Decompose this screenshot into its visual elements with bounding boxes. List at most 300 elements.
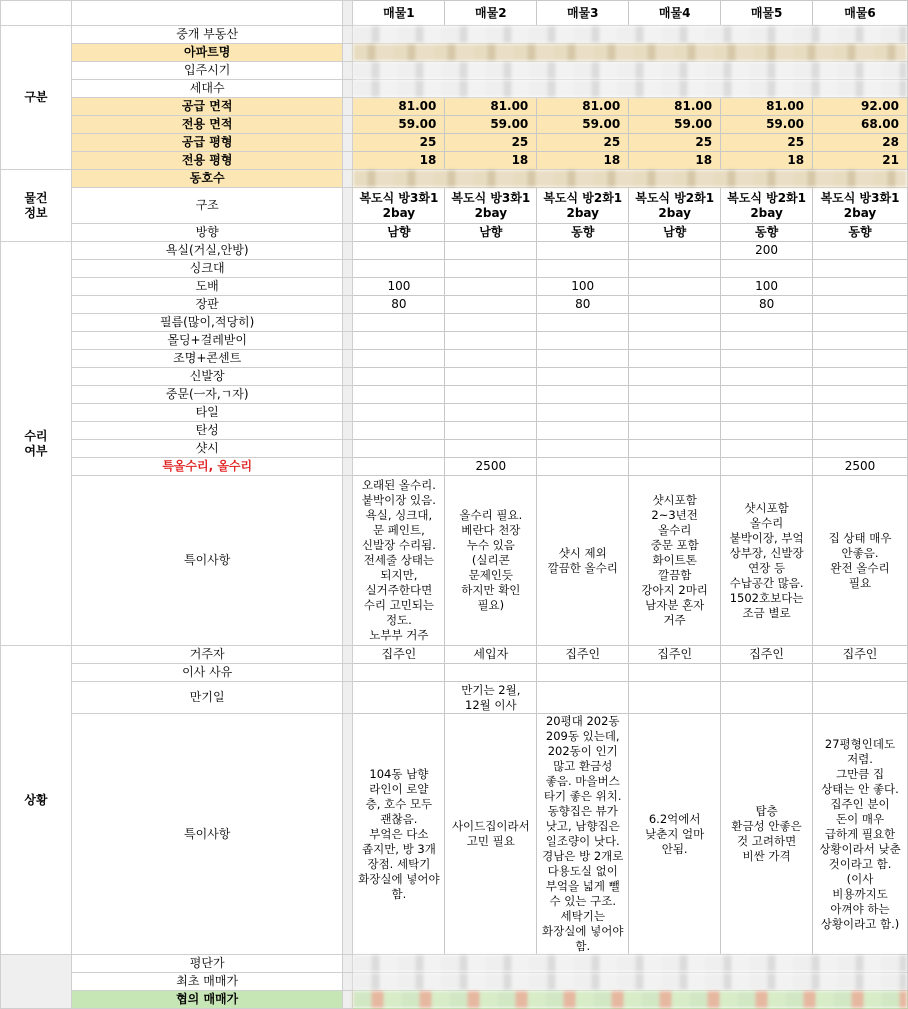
row-price_per_pyeong bbox=[1, 955, 908, 973]
gutter-cell[interactable] bbox=[343, 26, 353, 44]
label-structure[interactable] bbox=[71, 188, 343, 224]
row-label: 전용 평형 bbox=[181, 153, 233, 167]
gutter-cell[interactable] bbox=[343, 646, 353, 664]
value-lighting-6[interactable] bbox=[813, 350, 908, 368]
value-structure-3[interactable] bbox=[537, 188, 629, 224]
gutter-cell[interactable] bbox=[343, 242, 353, 260]
row-label: 이사 사유 bbox=[182, 665, 233, 679]
cell-text: 80 bbox=[575, 297, 591, 311]
row-shoe bbox=[1, 368, 908, 386]
value-film-2[interactable] bbox=[445, 314, 537, 332]
cell-text: 27평형인데도 저렴. 그만큼 집 상태는 안 좋다. 집주인 분이 돈이 매우 급하게 필요한 상황이라서 낮춘 것이라고 함. (이사 비용까지도 아껴야 하는 상황이라고 함.) bbox=[819, 736, 901, 931]
value-expiry-1[interactable] bbox=[353, 682, 445, 714]
value-exclusive_pyeong-1[interactable] bbox=[353, 152, 445, 170]
group-gubun[interactable] bbox=[1, 26, 72, 170]
cell-text: 25 bbox=[695, 135, 713, 149]
column-header-6[interactable]: 매물6 bbox=[813, 1, 908, 26]
column-header-3[interactable]: 매물3 bbox=[537, 1, 629, 26]
value-tanseong-2[interactable] bbox=[445, 422, 537, 440]
value-apt_name-redacted[interactable] bbox=[353, 44, 908, 62]
label-door[interactable] bbox=[71, 386, 343, 404]
value-expiry-3[interactable] bbox=[537, 682, 629, 714]
group-label: 구분 bbox=[24, 90, 48, 104]
value-lighting-2[interactable] bbox=[445, 350, 537, 368]
gutter-cell[interactable] bbox=[343, 332, 353, 350]
row-label: 거주자 bbox=[189, 647, 225, 661]
value-special2-3[interactable] bbox=[537, 714, 629, 955]
value-special2-4[interactable] bbox=[629, 714, 721, 955]
group-label: 수리 여부 bbox=[24, 428, 48, 458]
value-door-2[interactable] bbox=[445, 386, 537, 404]
row-first_price bbox=[1, 973, 908, 991]
value-full_reno-1[interactable] bbox=[353, 458, 445, 476]
row-special2 bbox=[1, 714, 908, 955]
value-resident-1[interactable] bbox=[353, 646, 445, 664]
label-agency[interactable] bbox=[71, 26, 343, 44]
gutter-cell[interactable] bbox=[343, 278, 353, 296]
value-supply_area-5[interactable] bbox=[721, 98, 813, 116]
value-reason-1[interactable] bbox=[353, 664, 445, 682]
value-price_per_pyeong-redacted[interactable] bbox=[353, 955, 908, 973]
cell-text: 104동 남향 라인이 로얄 층, 호수 모두 괜찮음. 부엌은 다소 좁지만, 방 3개 장점. 세탁기 화장실에 넣어야 함. bbox=[358, 766, 440, 901]
cell-text: 18 bbox=[419, 153, 437, 167]
value-sink-5[interactable] bbox=[721, 260, 813, 278]
value-supply_area-3[interactable] bbox=[537, 98, 629, 116]
row-exclusive_pyeong bbox=[1, 152, 908, 170]
value-supply_area-6[interactable] bbox=[813, 98, 908, 116]
label-sash[interactable] bbox=[71, 440, 343, 458]
label-supply_pyeong[interactable] bbox=[71, 134, 343, 152]
value-door-1[interactable] bbox=[353, 386, 445, 404]
value-lighting-3[interactable] bbox=[537, 350, 629, 368]
label-special2[interactable] bbox=[71, 714, 343, 955]
cell-text: 80 bbox=[391, 297, 407, 311]
row-move_in bbox=[1, 62, 908, 80]
gutter-cell[interactable] bbox=[343, 62, 353, 80]
row-expiry bbox=[1, 682, 908, 714]
value-sash-1[interactable] bbox=[353, 440, 445, 458]
value-door-4[interactable] bbox=[629, 386, 721, 404]
gutter-cell[interactable] bbox=[343, 440, 353, 458]
value-tanseong-3[interactable] bbox=[537, 422, 629, 440]
gutter-cell[interactable] bbox=[343, 260, 353, 278]
gutter-cell[interactable] bbox=[343, 296, 353, 314]
label-unit_no[interactable] bbox=[71, 170, 343, 188]
value-resident-4[interactable] bbox=[629, 646, 721, 664]
value-bath-6[interactable] bbox=[813, 242, 908, 260]
value-floor-2[interactable] bbox=[445, 296, 537, 314]
label-supply_area[interactable] bbox=[71, 98, 343, 116]
gutter-cell[interactable] bbox=[343, 386, 353, 404]
value-molding-3[interactable] bbox=[537, 332, 629, 350]
cell-text: 복도식 방3화1 2bay bbox=[359, 190, 439, 220]
value-special1-4[interactable] bbox=[629, 476, 721, 646]
value-film-5[interactable] bbox=[721, 314, 813, 332]
cell-text: 샷시포함 올수리 붙박이장, 부엌 상부장, 신발장 연장 등 수납공간 많음. 1502호보다는 조금 별로 bbox=[729, 500, 804, 620]
label-tanseong[interactable] bbox=[71, 422, 343, 440]
label-lighting[interactable] bbox=[71, 350, 343, 368]
value-structure-2[interactable] bbox=[445, 188, 537, 224]
row-unit_no bbox=[1, 170, 908, 188]
value-wallpaper-6[interactable] bbox=[813, 278, 908, 296]
value-door-3[interactable] bbox=[537, 386, 629, 404]
value-supply_area-4[interactable] bbox=[629, 98, 721, 116]
row-label: 공급 평형 bbox=[181, 135, 233, 149]
row-film bbox=[1, 314, 908, 332]
value-exclusive_pyeong-4[interactable] bbox=[629, 152, 721, 170]
gutter-cell[interactable] bbox=[343, 973, 353, 991]
value-tile-5[interactable] bbox=[721, 404, 813, 422]
label-households[interactable] bbox=[71, 80, 343, 98]
value-direction-3[interactable] bbox=[537, 224, 629, 242]
group-label: 상황 bbox=[24, 792, 48, 807]
row-label: 장판 bbox=[195, 297, 219, 311]
value-sash-2[interactable] bbox=[445, 440, 537, 458]
value-tile-2[interactable] bbox=[445, 404, 537, 422]
value-reason-6[interactable] bbox=[813, 664, 908, 682]
value-resident-2[interactable] bbox=[445, 646, 537, 664]
value-full_reno-4[interactable] bbox=[629, 458, 721, 476]
cell-text: 동향 bbox=[571, 225, 595, 239]
cell-text: 18 bbox=[787, 153, 805, 167]
label-bath[interactable] bbox=[71, 242, 343, 260]
label-full_reno[interactable] bbox=[71, 458, 343, 476]
value-special1-1[interactable] bbox=[353, 476, 445, 646]
row-label: 특이사항 bbox=[183, 826, 231, 841]
value-bath-2[interactable] bbox=[445, 242, 537, 260]
label-move_in[interactable] bbox=[71, 62, 343, 80]
label-wallpaper[interactable] bbox=[71, 278, 343, 296]
cell-text: 81.00 bbox=[582, 99, 621, 113]
column-header-1[interactable]: 매물1 bbox=[353, 1, 445, 26]
row-label: 구조 bbox=[195, 198, 219, 212]
row-label: 필름(많이,적당히) bbox=[160, 315, 255, 329]
label-special1[interactable] bbox=[71, 476, 343, 646]
value-lighting-4[interactable] bbox=[629, 350, 721, 368]
corner-cell-2[interactable] bbox=[71, 1, 343, 26]
row-resident bbox=[1, 646, 908, 664]
value-sash-3[interactable] bbox=[537, 440, 629, 458]
cell-text: 남향 bbox=[479, 225, 503, 239]
value-supply_area-1[interactable] bbox=[353, 98, 445, 116]
cell-text: 올수리 필요. 베란다 천장 누수 있음 (실리콘 문제인듯 하지만 확인 필요) bbox=[459, 508, 523, 612]
cell-text: 집주인 bbox=[381, 647, 417, 661]
value-exclusive_pyeong-5[interactable] bbox=[721, 152, 813, 170]
value-special2-2[interactable] bbox=[445, 714, 537, 955]
value-special2-6[interactable] bbox=[813, 714, 908, 955]
value-expiry-4[interactable] bbox=[629, 682, 721, 714]
value-tanseong-6[interactable] bbox=[813, 422, 908, 440]
value-expiry-2[interactable] bbox=[445, 682, 537, 714]
value-sash-5[interactable] bbox=[721, 440, 813, 458]
value-expiry-5[interactable] bbox=[721, 682, 813, 714]
value-shoe-4[interactable] bbox=[629, 368, 721, 386]
value-wallpaper-2[interactable] bbox=[445, 278, 537, 296]
value-wallpaper-1[interactable] bbox=[353, 278, 445, 296]
cell-text: 18 bbox=[511, 153, 529, 167]
value-exclusive_area-4[interactable] bbox=[629, 116, 721, 134]
value-tile-4[interactable] bbox=[629, 404, 721, 422]
value-reason-4[interactable] bbox=[629, 664, 721, 682]
label-sink[interactable] bbox=[71, 260, 343, 278]
value-tanseong-5[interactable] bbox=[721, 422, 813, 440]
value-direction-2[interactable] bbox=[445, 224, 537, 242]
value-exclusive_area-5[interactable] bbox=[721, 116, 813, 134]
cell-text: 집주인 bbox=[749, 647, 784, 661]
cell-text: 동향 bbox=[754, 225, 779, 239]
value-molding-4[interactable] bbox=[629, 332, 721, 350]
column-header-5[interactable]: 매물5 bbox=[721, 1, 813, 26]
value-full_reno-2[interactable] bbox=[445, 458, 537, 476]
value-shoe-3[interactable] bbox=[537, 368, 629, 386]
gutter-cell[interactable] bbox=[343, 170, 353, 188]
value-lighting-1[interactable] bbox=[353, 350, 445, 368]
cell-text: 92.00 bbox=[861, 99, 899, 113]
label-film[interactable] bbox=[71, 314, 343, 332]
value-door-5[interactable] bbox=[721, 386, 813, 404]
value-direction-1[interactable] bbox=[353, 224, 445, 242]
gutter-cell[interactable] bbox=[343, 224, 353, 242]
gutter-cell[interactable] bbox=[343, 152, 353, 170]
value-sash-4[interactable] bbox=[629, 440, 721, 458]
value-bath-1[interactable] bbox=[353, 242, 445, 260]
value-resident-5[interactable] bbox=[721, 646, 813, 664]
row-supply_area bbox=[1, 98, 908, 116]
value-sash-6[interactable] bbox=[813, 440, 908, 458]
cell-text: 집 상태 매우 안좋음. 완전 올수리 필요 bbox=[828, 530, 892, 590]
gutter-cell[interactable] bbox=[343, 991, 353, 1009]
value-supply_pyeong-3[interactable] bbox=[537, 134, 629, 152]
gutter-cell[interactable] bbox=[343, 714, 353, 955]
value-structure-5[interactable] bbox=[721, 188, 813, 224]
row-tile bbox=[1, 404, 908, 422]
value-move_in-redacted[interactable] bbox=[353, 62, 908, 80]
value-supply_area-2[interactable] bbox=[445, 98, 537, 116]
value-full_reno-5[interactable] bbox=[721, 458, 813, 476]
label-apt_name[interactable] bbox=[71, 44, 343, 62]
value-reason-5[interactable] bbox=[721, 664, 813, 682]
value-special2-5[interactable] bbox=[721, 714, 813, 955]
row-full_reno bbox=[1, 458, 908, 476]
gutter-cell[interactable] bbox=[343, 44, 353, 62]
value-direction-4[interactable] bbox=[629, 224, 721, 242]
cell-text: 2500 bbox=[475, 459, 507, 473]
gutter-cell[interactable] bbox=[343, 98, 353, 116]
value-bath-5[interactable] bbox=[721, 242, 813, 260]
value-supply_pyeong-2[interactable] bbox=[445, 134, 537, 152]
value-exclusive_pyeong-6[interactable] bbox=[813, 152, 908, 170]
value-structure-6[interactable] bbox=[813, 188, 908, 224]
group-price[interactable] bbox=[1, 955, 72, 1009]
cell-text: 59.00 bbox=[582, 117, 621, 131]
gutter-cell[interactable] bbox=[343, 80, 353, 98]
value-tile-3[interactable] bbox=[537, 404, 629, 422]
cell-text: 샷시포함 2~3년전 올수리 중문 포함 화이트톤 깔끔함 강아지 2마리 남자분 혼자 거주 bbox=[641, 493, 708, 627]
label-nego_price[interactable] bbox=[71, 991, 343, 1009]
cell-text: 81.00 bbox=[766, 99, 805, 113]
value-special1-6[interactable] bbox=[813, 476, 908, 646]
value-floor-4[interactable] bbox=[629, 296, 721, 314]
gutter-cell[interactable] bbox=[343, 134, 353, 152]
column-header-2[interactable]: 매물2 bbox=[445, 1, 537, 26]
value-direction-5[interactable] bbox=[721, 224, 813, 242]
value-tile-1[interactable] bbox=[353, 404, 445, 422]
row-sink bbox=[1, 260, 908, 278]
value-exclusive_pyeong-2[interactable] bbox=[445, 152, 537, 170]
value-reason-3[interactable] bbox=[537, 664, 629, 682]
gutter-cell[interactable] bbox=[343, 368, 353, 386]
value-expiry-6[interactable] bbox=[813, 682, 908, 714]
cell-text: 28 bbox=[882, 135, 899, 149]
value-molding-6[interactable] bbox=[813, 332, 908, 350]
gutter-cell[interactable] bbox=[343, 422, 353, 440]
label-direction[interactable] bbox=[71, 224, 343, 242]
gutter-cell[interactable] bbox=[343, 350, 353, 368]
label-molding[interactable] bbox=[71, 332, 343, 350]
value-full_reno-3[interactable] bbox=[537, 458, 629, 476]
value-sink-4[interactable] bbox=[629, 260, 721, 278]
cell-text: 탑층 환금성 안좋은 것 고려하면 비싼 가격 bbox=[731, 804, 802, 863]
cell-text: 81.00 bbox=[490, 99, 529, 113]
label-expiry[interactable] bbox=[71, 682, 343, 714]
cell-text: 집주인 bbox=[842, 647, 878, 661]
value-tile-6[interactable] bbox=[813, 404, 908, 422]
row-label: 특올수리, 올수리 bbox=[162, 459, 253, 473]
column-header-4[interactable]: 매물4 bbox=[629, 1, 721, 26]
value-sink-2[interactable] bbox=[445, 260, 537, 278]
value-film-3[interactable] bbox=[537, 314, 629, 332]
value-lighting-5[interactable] bbox=[721, 350, 813, 368]
value-film-1[interactable] bbox=[353, 314, 445, 332]
value-agency-redacted[interactable] bbox=[353, 26, 908, 44]
row-apt_name bbox=[1, 44, 908, 62]
group-suri[interactable] bbox=[1, 242, 72, 646]
label-resident[interactable] bbox=[71, 646, 343, 664]
gutter-cell[interactable] bbox=[343, 404, 353, 422]
value-wallpaper-3[interactable] bbox=[537, 278, 629, 296]
row-label: 평단가 bbox=[189, 956, 225, 970]
value-tanseong-1[interactable] bbox=[353, 422, 445, 440]
value-exclusive_area-1[interactable] bbox=[353, 116, 445, 134]
gutter-cell[interactable] bbox=[343, 682, 353, 714]
value-exclusive_pyeong-3[interactable] bbox=[537, 152, 629, 170]
value-structure-1[interactable] bbox=[353, 188, 445, 224]
label-tile[interactable] bbox=[71, 404, 343, 422]
value-molding-2[interactable] bbox=[445, 332, 537, 350]
label-shoe[interactable] bbox=[71, 368, 343, 386]
value-bath-4[interactable] bbox=[629, 242, 721, 260]
value-film-4[interactable] bbox=[629, 314, 721, 332]
value-supply_pyeong-6[interactable] bbox=[813, 134, 908, 152]
gutter-cell[interactable] bbox=[343, 476, 353, 646]
value-wallpaper-4[interactable] bbox=[629, 278, 721, 296]
gutter-cell[interactable] bbox=[343, 458, 353, 476]
value-floor-6[interactable] bbox=[813, 296, 908, 314]
value-first_price-redacted[interactable] bbox=[353, 973, 908, 991]
row-special1 bbox=[1, 476, 908, 646]
group-label: 물건 정보 bbox=[24, 190, 48, 220]
value-film-6[interactable] bbox=[813, 314, 908, 332]
gutter-cell[interactable] bbox=[343, 955, 353, 973]
cell-text: 59.00 bbox=[398, 117, 437, 131]
value-molding-5[interactable] bbox=[721, 332, 813, 350]
value-shoe-1[interactable] bbox=[353, 368, 445, 386]
cell-text: 59.00 bbox=[766, 117, 805, 131]
value-nego_price-redacted[interactable] bbox=[353, 991, 908, 1009]
value-exclusive_area-6[interactable] bbox=[813, 116, 908, 134]
label-first_price[interactable] bbox=[71, 973, 343, 991]
cell-text: 복도식 방2화1 2bay bbox=[727, 190, 806, 220]
value-bath-3[interactable] bbox=[537, 242, 629, 260]
cell-text: 25 bbox=[511, 135, 529, 149]
group-sanghwang[interactable] bbox=[1, 646, 72, 955]
label-exclusive_pyeong[interactable] bbox=[71, 152, 343, 170]
gutter-cell[interactable] bbox=[343, 664, 353, 682]
label-reason[interactable] bbox=[71, 664, 343, 682]
value-shoe-2[interactable] bbox=[445, 368, 537, 386]
value-special2-1[interactable] bbox=[353, 714, 445, 955]
row-direction bbox=[1, 224, 908, 242]
value-tanseong-4[interactable] bbox=[629, 422, 721, 440]
corner-cell[interactable] bbox=[1, 1, 72, 26]
value-supply_pyeong-4[interactable] bbox=[629, 134, 721, 152]
value-floor-1[interactable] bbox=[353, 296, 445, 314]
row-label: 입주시기 bbox=[183, 63, 231, 77]
value-special1-5[interactable] bbox=[721, 476, 813, 646]
value-structure-4[interactable] bbox=[629, 188, 721, 224]
row-tanseong bbox=[1, 422, 908, 440]
value-full_reno-6[interactable] bbox=[813, 458, 908, 476]
row-label: 최초 매매가 bbox=[176, 974, 239, 988]
value-special1-3[interactable] bbox=[537, 476, 629, 646]
label-exclusive_area[interactable] bbox=[71, 116, 343, 134]
value-sink-6[interactable] bbox=[813, 260, 908, 278]
label-price_per_pyeong[interactable] bbox=[71, 955, 343, 973]
value-shoe-5[interactable] bbox=[721, 368, 813, 386]
value-exclusive_area-2[interactable] bbox=[445, 116, 537, 134]
group-mulgeon[interactable] bbox=[1, 170, 72, 242]
gutter-cell[interactable] bbox=[343, 116, 353, 134]
cell-text: 남향 bbox=[663, 225, 687, 239]
value-sink-3[interactable] bbox=[537, 260, 629, 278]
value-sink-1[interactable] bbox=[353, 260, 445, 278]
row-label: 공급 면적 bbox=[181, 99, 233, 113]
gutter-cell[interactable] bbox=[343, 1, 353, 26]
value-floor-3[interactable] bbox=[537, 296, 629, 314]
row-label: 조명+콘센트 bbox=[173, 351, 242, 365]
value-direction-6[interactable] bbox=[813, 224, 908, 242]
value-wallpaper-5[interactable] bbox=[721, 278, 813, 296]
gutter-cell[interactable] bbox=[343, 314, 353, 332]
value-floor-5[interactable] bbox=[721, 296, 813, 314]
value-supply_pyeong-1[interactable] bbox=[353, 134, 445, 152]
value-supply_pyeong-5[interactable] bbox=[721, 134, 813, 152]
cell-text: 25 bbox=[787, 135, 805, 149]
value-resident-3[interactable] bbox=[537, 646, 629, 664]
value-shoe-6[interactable] bbox=[813, 368, 908, 386]
value-unit_no-redacted[interactable] bbox=[353, 170, 908, 188]
value-resident-6[interactable] bbox=[813, 646, 908, 664]
value-special1-2[interactable] bbox=[445, 476, 537, 646]
value-reason-2[interactable] bbox=[445, 664, 537, 682]
value-door-6[interactable] bbox=[813, 386, 908, 404]
row-households bbox=[1, 80, 908, 98]
label-floor[interactable] bbox=[71, 296, 343, 314]
value-households-redacted[interactable] bbox=[353, 80, 908, 98]
gutter-cell[interactable] bbox=[343, 188, 353, 224]
value-molding-1[interactable] bbox=[353, 332, 445, 350]
value-exclusive_area-3[interactable] bbox=[537, 116, 629, 134]
